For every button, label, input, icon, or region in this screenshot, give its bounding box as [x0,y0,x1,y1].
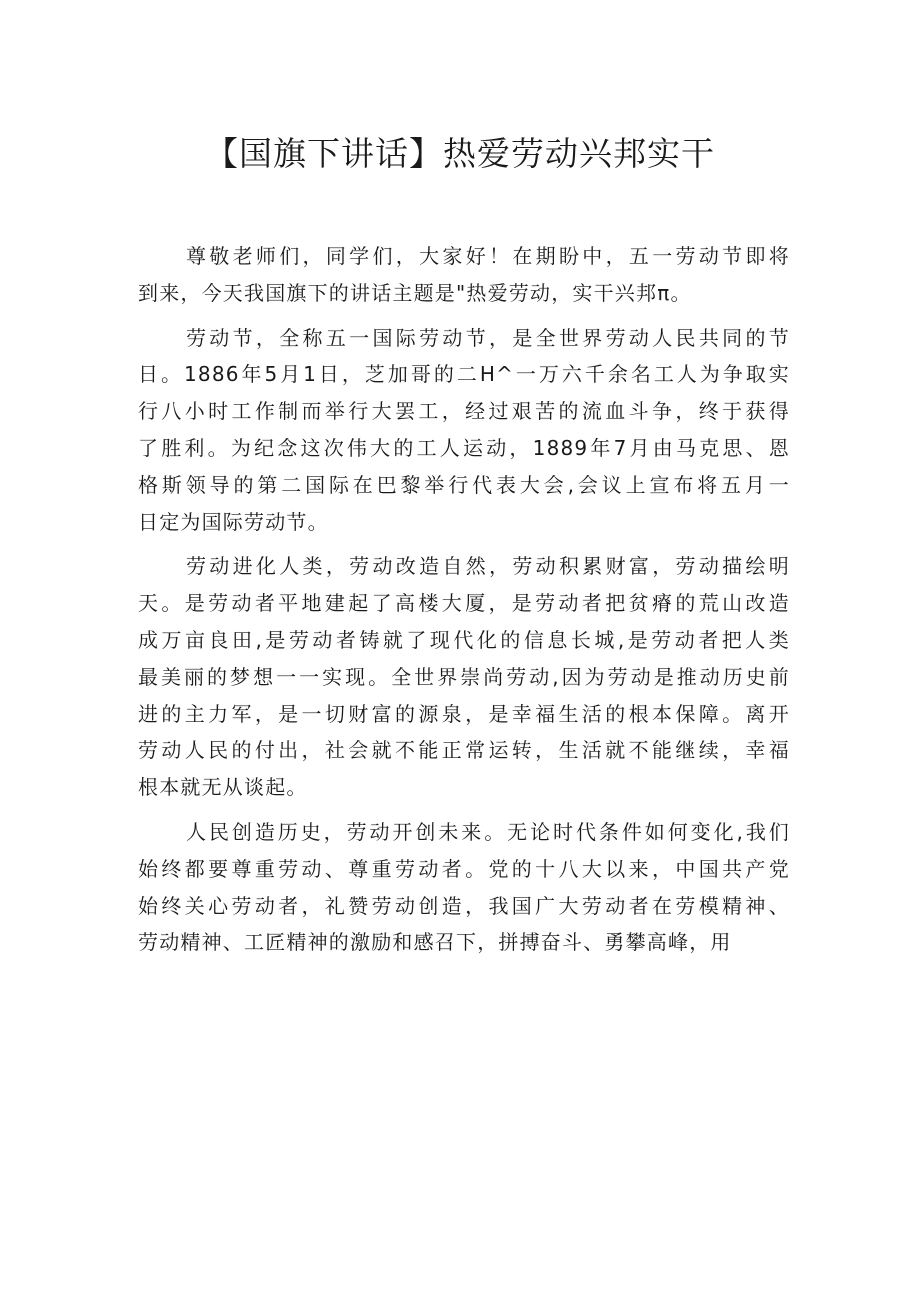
text-line: 到来，今天我国旗下的讲话主题是"热爱劳动，实干兴邦π。 [138,280,692,305]
text-line: 始终关心劳动者，礼赞劳动创造，我国广大劳动者在劳模精神、 [138,893,790,918]
text-line: 日。1886年5月1日，芝加哥的二H^一万六千余名工人为争取实 [138,362,790,387]
text-line: 尊敬老师们，同学们，大家好！在期盼中，五一劳动节即将 [186,244,790,268]
text-line: 劳动精神、工匠精神的激励和感召下，拼搏奋斗、勇攀高峰，用 [138,930,732,955]
document-title: 【国旗下讲话】热爱劳动兴邦实干 [205,134,715,173]
text-line: 成万亩良田,是劳动者铸就了现代化的信息长城,是劳动者把人类 [138,627,790,652]
text-line: 日定为国际劳动节。 [138,509,329,534]
text-line: 进的主力军，是一切财富的源泉，是幸福生活的根本保障。离开 [138,701,790,726]
text-line: 始终都要尊重劳动、尊重劳动者。党的十八大以来，中国共产党 [138,856,790,881]
paragraph [138,814,790,961]
text-line: 最美丽的梦想一一实现。全世界崇尚劳动,因为劳动是推动历史前 [138,664,790,689]
text-line: 劳动人民的付出，社会就不能正常运转，生活就不能继续，幸福 [138,738,790,763]
text-line: 劳动节，全称五一国际劳动节，是全世界劳动人民共同的节 [186,325,790,350]
text-line: 行八小时工作制而举行大罢工，经过艰苦的流血斗争，终于获得 [138,399,790,424]
text-line: 根本就无从谈起。 [138,775,308,800]
text-line: 人民创造历史，劳动开创未来。无论时代条件如何变化,我们 [186,819,790,844]
paragraph [138,238,790,312]
text-line: 格斯领导的第二国际在巴黎举行代表大会,会议上宣布将五月一 [138,472,790,497]
text-line: 了胜利。为纪念这次伟大的工人运动，1889年7月由马克思、恩 [138,435,790,460]
paragraph [138,548,790,806]
document-body [138,238,790,961]
text-line: 劳动进化人类，劳动改造自然，劳动积累财富，劳动描绘明 [186,554,790,579]
text-line: 天。是劳动者平地建起了高楼大厦，是劳动者把贫瘠的荒山改造 [138,591,790,616]
paragraph [138,320,790,541]
